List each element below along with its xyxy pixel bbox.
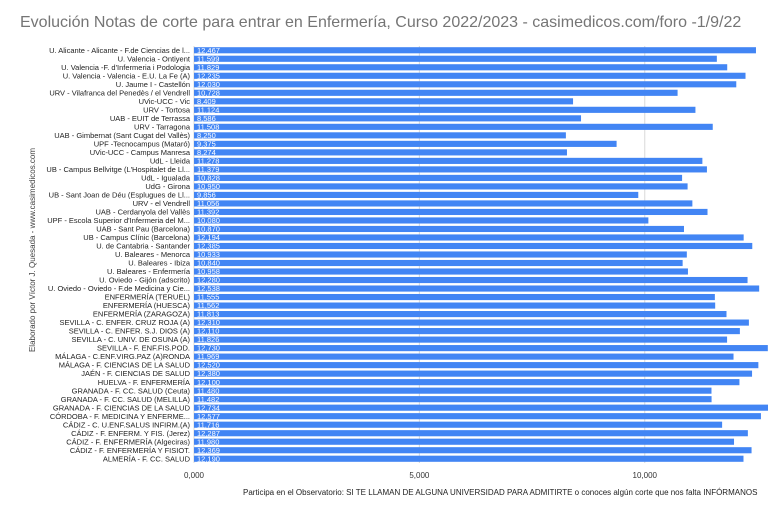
x-tick-label: 10,000: [632, 471, 658, 480]
category-label: ENFERMERÍA (TERUEL): [104, 292, 190, 302]
category-label: U. Baleares - Menorca: [114, 250, 190, 260]
bar: [194, 405, 768, 411]
bar: [194, 175, 682, 181]
value-label: 11,056: [197, 199, 220, 209]
bar: [194, 182, 688, 192]
x-tick-label: 0,000: [183, 471, 205, 480]
value-label: 11,826: [197, 335, 220, 345]
category-label: U. Valencia - Ontiyent: [117, 54, 190, 64]
value-label: 12,287: [197, 428, 220, 438]
bar: [194, 396, 712, 402]
bar: [194, 267, 688, 277]
value-label: 11,599: [197, 54, 220, 64]
value-label: 12,538: [197, 284, 220, 294]
category-label: UAB - Sant Pau (Barcelona): [96, 224, 190, 234]
category-label: U. Alicante - Alicante - F.de Ciencias de l...: [49, 45, 190, 55]
category-label: UdL - Igualada: [141, 173, 190, 183]
value-label: 11,278: [197, 156, 220, 166]
category-label: ENFERMERÍA (HUESCA): [102, 301, 190, 311]
bars: [194, 47, 768, 462]
bar: [194, 47, 756, 53]
value-label: 10,958: [197, 267, 220, 277]
category-label: U. Oviedo - Gijón (adscrito): [99, 275, 190, 285]
category-label: UB - Sant Joan de Déu (Esplugues de Ll...: [48, 190, 190, 200]
bar: [194, 354, 734, 360]
category-label: ALMERÍA - F. CC. SALUD: [102, 454, 190, 464]
bar: [194, 199, 692, 209]
bar: [194, 226, 684, 232]
value-label: 12,369: [197, 445, 220, 455]
value-label: 11,555: [197, 292, 220, 302]
category-label: UAB - Cerdanyola del Vallès: [95, 207, 190, 217]
bar: [194, 328, 740, 334]
value-label: 10,933: [197, 250, 220, 260]
value-label: 12,520: [197, 360, 220, 370]
bar: [194, 301, 715, 311]
value-label: 10,828: [197, 173, 220, 183]
value-label: 8,250: [197, 130, 216, 140]
category-label: UVic-UCC - Vic: [138, 96, 190, 106]
category-label: UPF -Tecnocampus (Mataró): [93, 139, 190, 149]
bar: [194, 132, 566, 138]
category-label: JAÉN - F. CIENCIAS DE SALUD: [81, 369, 190, 379]
bar: [194, 260, 683, 266]
value-label: 11,379: [197, 164, 220, 174]
bar: [194, 192, 638, 198]
value-label: 12,385: [197, 241, 220, 251]
category-label: SEVILLA - C. ENFER. S.J. DIOS (A): [68, 326, 190, 336]
category-label: U. Jaume I - Castellón: [115, 79, 190, 89]
category-label: U. Baleares - Ibiza: [128, 258, 190, 268]
bar: [194, 107, 695, 113]
value-label: 11,480: [197, 386, 220, 396]
value-label: 12,110: [197, 326, 220, 336]
category-label: URV - el Vendrell: [132, 199, 190, 209]
bar: [194, 439, 734, 445]
value-label: 12,734: [197, 403, 220, 413]
category-label: UdG - Girona: [145, 182, 190, 192]
category-label: GRANADA - F. CIENCIAS DE LA SALUD: [52, 403, 190, 413]
bar: [194, 115, 581, 121]
category-labels: [46, 46, 190, 463]
bar: [194, 320, 749, 326]
value-label: 8,409: [197, 96, 216, 106]
bar: [194, 243, 752, 249]
bar: [194, 284, 759, 294]
bar: [194, 158, 702, 164]
bar: [194, 73, 746, 79]
y-axis-title: Elaborado por Víctor J. Quesada - www.casimedicos.com: [28, 147, 37, 353]
bar: [194, 56, 717, 62]
bar: [194, 422, 722, 428]
bar: [194, 216, 648, 226]
category-label: CÓRDOBA - F. MEDICINA Y ENFERME...: [49, 411, 190, 421]
bar: [194, 311, 726, 317]
category-label: UAB - EUIT de Terrassa: [109, 113, 190, 123]
category-label: UAB - Gimbernat (Sant Cugat del Vallès): [54, 130, 190, 140]
value-label: 11,482: [197, 394, 220, 404]
value-label: 12,577: [197, 411, 220, 421]
category-label: MÁLAGA - F. CIENCIAS DE LA SALUD: [58, 360, 190, 370]
category-label: SEVILLA - C. ENFER. CRUZ ROJA (A): [59, 318, 190, 328]
category-label: UPF - Escola Superior d'Infermeria del M...: [47, 216, 190, 226]
category-label: U. Valencia -F. d'Infermeria i Podologia: [61, 62, 190, 72]
bar: [194, 447, 752, 453]
category-label: CÁDIZ - C. U.ENF.SALUS INFIRM.(A): [62, 420, 190, 430]
category-label: ENFERMERÍA (ZARAGOZA): [92, 309, 190, 319]
bar: [194, 90, 678, 96]
value-label: 12,194: [197, 233, 220, 243]
value-label: 11,392: [197, 207, 220, 217]
bar: [194, 141, 617, 147]
value-label: 10,840: [197, 258, 220, 268]
value-label: 11,508: [197, 122, 220, 132]
category-label: HUELVA - F. ENFERMERÍA: [97, 377, 190, 387]
value-label: 8,274: [197, 147, 216, 157]
value-label: 12,310: [197, 318, 220, 328]
value-label: 12,235: [197, 71, 220, 81]
bar: [194, 81, 736, 87]
category-label: UB - Campus Bellvitge (L'Hospitalet de Ll...: [46, 164, 190, 174]
value-label: 11,980: [197, 437, 220, 447]
bar: [194, 98, 573, 104]
category-label: GRANADA - F. CC. SALUD (Ceuta): [71, 386, 190, 396]
category-label: U. Valencia - Valencia - E.U. La Fe (A): [62, 71, 190, 81]
category-label: CÁDIZ - F. ENFERM. Y FIS. (Jerez): [71, 428, 190, 438]
value-label: 12,380: [197, 369, 220, 379]
bar: [194, 233, 744, 243]
bar: [194, 250, 687, 260]
value-label: 11,813: [197, 309, 220, 319]
category-label: MÁLAGA - C.ENF.VIRG.PAZ (A)RONDA: [55, 352, 190, 362]
chart-title: Evolución Notas de corte para entrar en Enfermería, Curso 2022/2023 - casimedicos.com/foro -1/9/22: [20, 14, 742, 31]
value-label: 12,030: [197, 79, 220, 89]
bar: [194, 371, 752, 377]
category-label: CÁDIZ - F. ENFERMERÍA (Algeciras): [66, 437, 190, 447]
category-label: URV - Vilafranca del Penedès / el Vendrell: [49, 88, 190, 98]
x-tick-label: 5,000: [409, 471, 430, 480]
footer-note: Participa en el Observatorio: SI TE LLAMAN DE ALGUNA UNIVERSIDAD PARA ADMITIRTE o conoces algún corte que nos falta INFÓRMANOS: [243, 488, 758, 497]
bar: [194, 277, 748, 283]
value-label: 12,467: [197, 45, 220, 55]
category-label: U. Baleares - Enfermería: [107, 267, 190, 277]
bar: [194, 166, 707, 172]
value-label: 12,730: [197, 343, 220, 353]
value-label: 11,124: [197, 105, 220, 115]
category-label: GRANADA - F. CC. SALUD (MELILLA): [60, 394, 190, 404]
value-label: 9,375: [197, 139, 216, 149]
value-label: 11,562: [197, 301, 220, 311]
bar: [194, 337, 727, 343]
category-label: SEVILLA - F. ENF.FIS.POD.: [97, 343, 190, 353]
value-label: 10,728: [197, 88, 220, 98]
value-label: 8,586: [197, 113, 216, 123]
value-labels: [197, 46, 220, 463]
value-label: 10,950: [197, 182, 220, 192]
category-label: URV - Tortosa: [143, 105, 190, 115]
value-label: 10,870: [197, 224, 220, 234]
category-label: UB - Campus Clínic (Barcelona): [83, 233, 190, 243]
category-label: UVic-UCC - Campus Manresa: [89, 147, 190, 157]
bar: [194, 64, 727, 70]
category-label: SEVILLA - C. UNIV. DE OSUNA (A): [71, 335, 190, 345]
value-label: 12,280: [197, 275, 220, 285]
x-tick-labels: [184, 471, 658, 480]
value-label: 11,829: [197, 62, 220, 72]
bar: [194, 413, 761, 419]
bar: [194, 362, 758, 368]
value-label: 12,100: [197, 377, 220, 387]
category-label: UdL - Lleida: [149, 156, 190, 166]
bar: [194, 124, 713, 130]
bar: [194, 209, 708, 215]
value-label: 12,190: [197, 454, 220, 464]
category-label: URV - Tarragona: [133, 122, 190, 132]
bar: [194, 456, 743, 462]
category-label: CÁDIZ - F. ENFERMERÍA Y FISIOT.: [69, 445, 190, 455]
value-label: 11,969: [197, 352, 220, 362]
value-label: 10,080: [197, 216, 220, 226]
bar: [194, 345, 768, 351]
bar: [194, 379, 739, 385]
bar: [194, 388, 711, 394]
bar: [194, 149, 567, 155]
value-label: 9,856: [197, 190, 216, 200]
value-label: 11,716: [197, 420, 220, 430]
category-label: U. de Cantabria - Santander: [96, 241, 190, 251]
bar: [194, 430, 748, 436]
bar: [194, 294, 715, 300]
category-label: U. Oviedo - Oviedo - F.de Medicina y Cie...: [47, 284, 190, 294]
